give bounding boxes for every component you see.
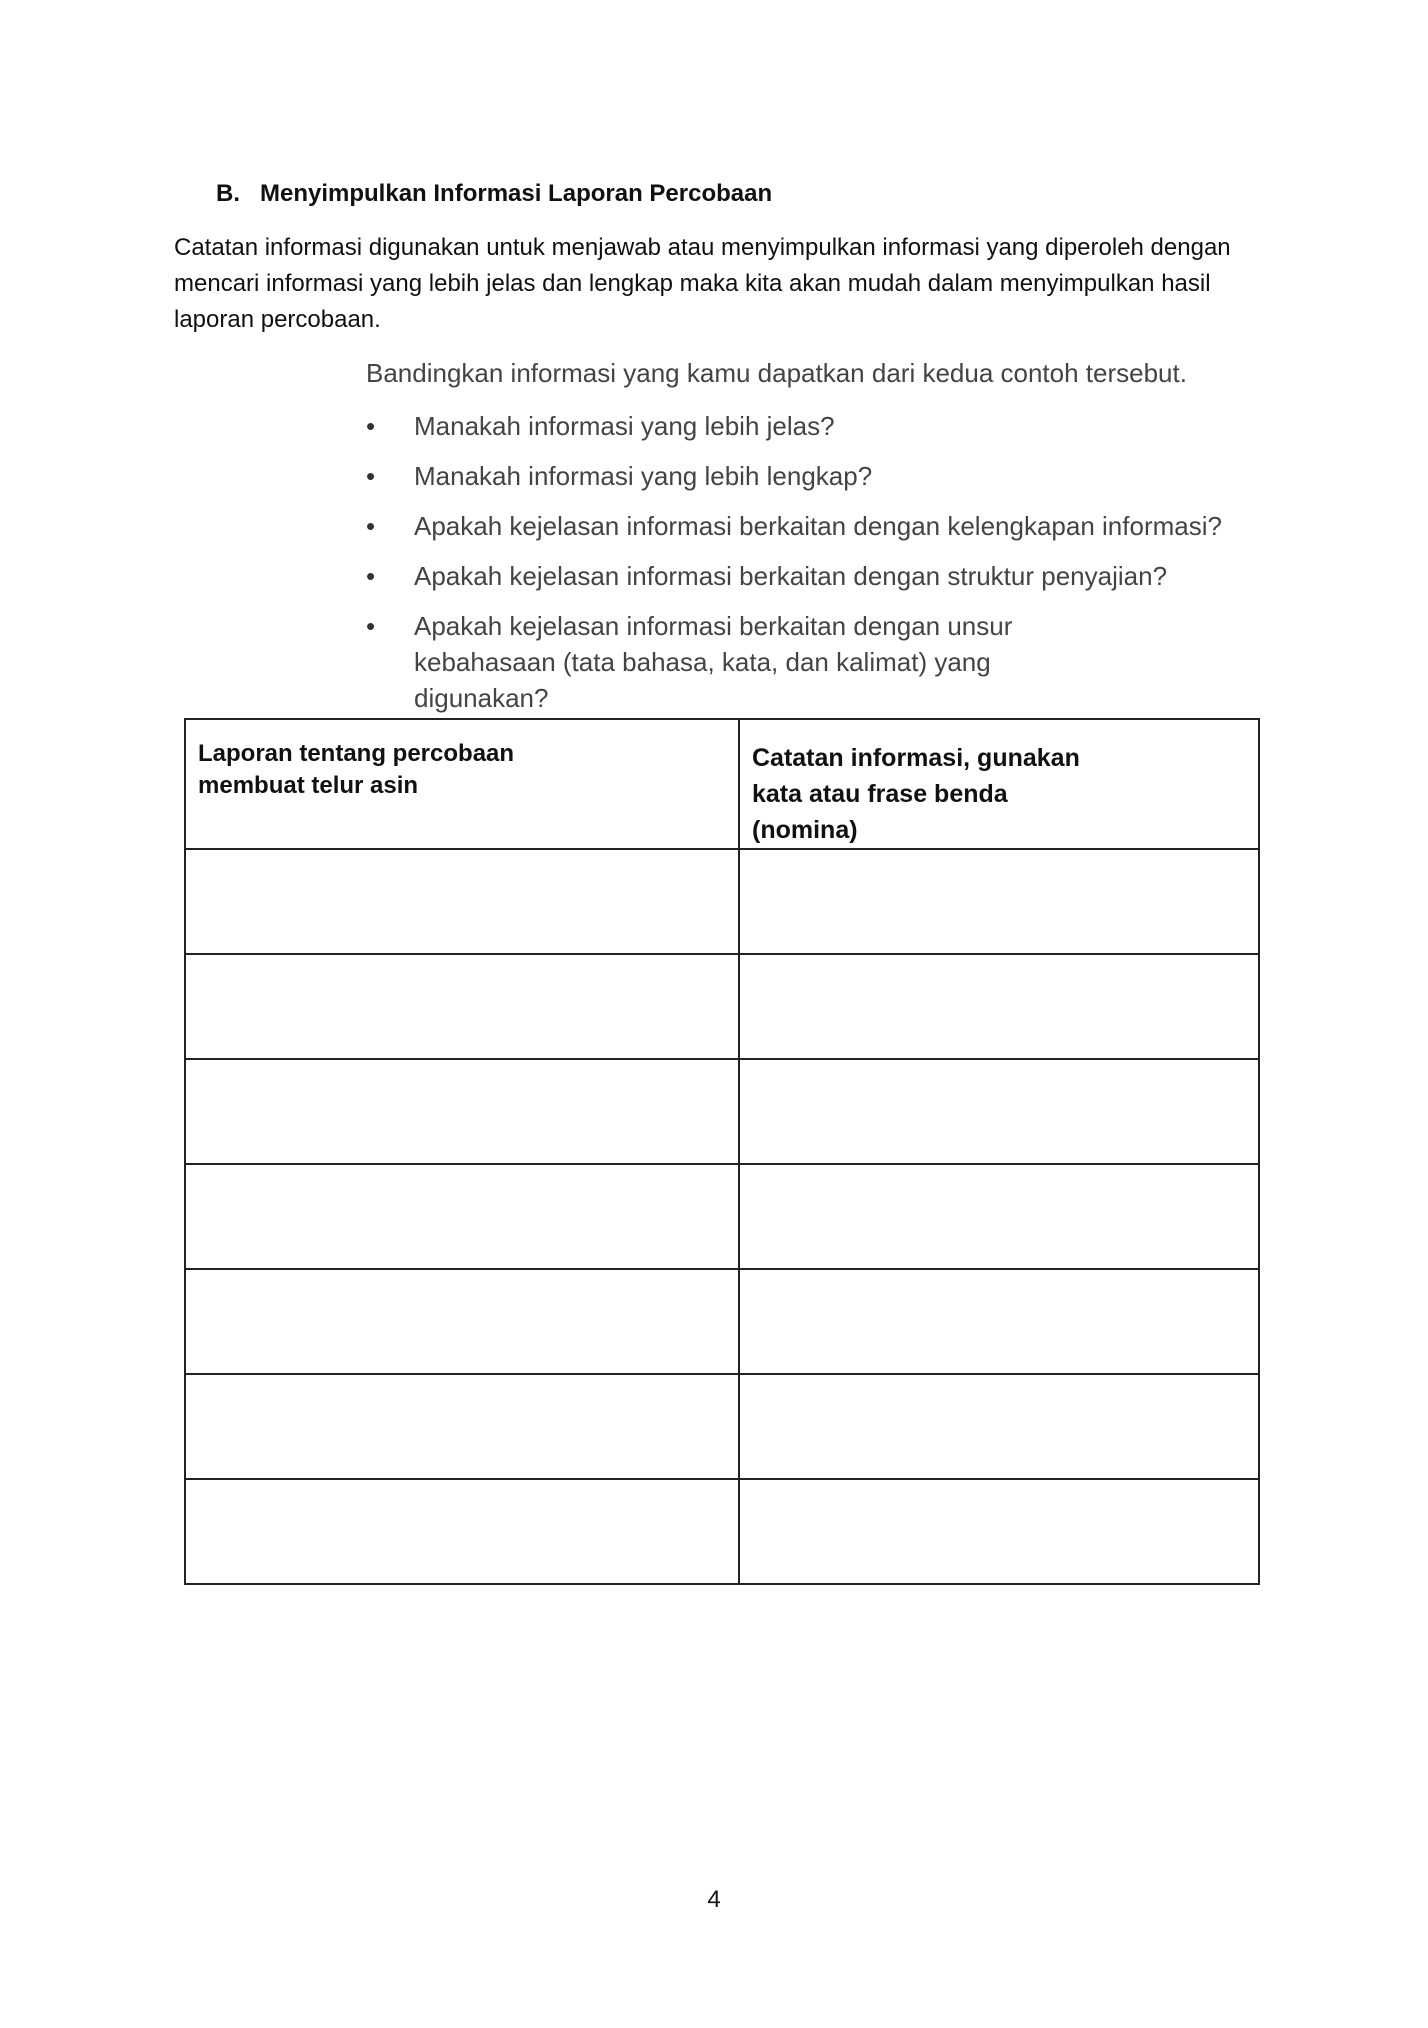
report-cell[interactable]: [185, 1059, 739, 1164]
notes-cell[interactable]: [739, 1164, 1259, 1269]
page-number: 4: [707, 1886, 721, 1913]
compare-prompt: Bandingkan informasi yang kamu dapatkan dari kedua contoh tersebut.: [366, 358, 1187, 388]
notes-cell[interactable]: [739, 1479, 1259, 1584]
intro-line: Catatan informasi digunakan untuk menjawab atau menyimpulkan informasi yang diperoleh dengan: [174, 234, 1231, 261]
question-item: [366, 458, 1246, 494]
intro-line: laporan percobaan.: [174, 306, 381, 333]
section-letter: B.: [216, 180, 240, 207]
report-cell[interactable]: [185, 1269, 739, 1374]
report-cell[interactable]: [185, 1479, 739, 1584]
question-text-line: kebahasaan (tata bahasa, kata, dan kalimat) yang: [414, 647, 991, 677]
table-row: [185, 1164, 1259, 1269]
intro-paragraph: [174, 230, 1264, 338]
question-item: [366, 408, 1246, 444]
bullet-icon: •: [366, 411, 376, 441]
bullet-icon: •: [366, 611, 376, 641]
table-row: [185, 954, 1259, 1059]
header-report: [185, 719, 739, 849]
table-row: [185, 1269, 1259, 1374]
table-row: [185, 1374, 1259, 1479]
section-heading: [216, 180, 772, 208]
worksheet-table: [184, 718, 1260, 1585]
question-text: Manakah informasi yang lebih jelas?: [414, 411, 835, 441]
question-text-line: digunakan?: [414, 683, 549, 713]
bullet-icon: •: [366, 561, 376, 591]
report-cell[interactable]: [185, 849, 739, 954]
question-item: [366, 608, 1246, 716]
report-cell[interactable]: [185, 1374, 739, 1479]
header-notes: [739, 719, 1259, 849]
question-item: [366, 508, 1246, 544]
question-text: Manakah informasi yang lebih lengkap?: [414, 461, 873, 491]
table-header-row: [185, 719, 1259, 849]
table-row: [185, 849, 1259, 954]
question-list: [366, 408, 1246, 730]
notes-cell[interactable]: [739, 849, 1259, 954]
table-row: [185, 1059, 1259, 1164]
question-text-line: Apakah kejelasan informasi berkaitan dengan unsur: [414, 611, 1013, 641]
notes-cell[interactable]: [739, 954, 1259, 1059]
header-notes-line: kata atau frase benda: [752, 780, 1008, 808]
report-cell[interactable]: [185, 1164, 739, 1269]
header-report-line: Laporan tentang percobaan: [198, 740, 515, 767]
question-text: Apakah kejelasan informasi berkaitan dengan struktur penyajian?: [414, 561, 1168, 591]
bullet-icon: •: [366, 511, 376, 541]
header-report-line: membuat telur asin: [198, 772, 419, 799]
report-cell[interactable]: [185, 954, 739, 1059]
notes-cell[interactable]: [739, 1059, 1259, 1164]
header-notes-line: Catatan informasi, gunakan: [752, 744, 1080, 772]
bullet-icon: •: [366, 461, 376, 491]
header-notes-line: (nomina): [752, 816, 858, 844]
notes-cell[interactable]: [739, 1374, 1259, 1479]
section-title: Menyimpulkan Informasi Laporan Percobaan: [260, 180, 773, 207]
notes-cell[interactable]: [739, 1269, 1259, 1374]
question-item: [366, 558, 1246, 594]
question-text: Apakah kejelasan informasi berkaitan dengan kelengkapan informasi?: [414, 511, 1222, 541]
intro-line: mencari informasi yang lebih jelas dan lengkap maka kita akan mudah dalam menyimpulkan hasil: [174, 270, 1211, 297]
table-row: [185, 1479, 1259, 1584]
